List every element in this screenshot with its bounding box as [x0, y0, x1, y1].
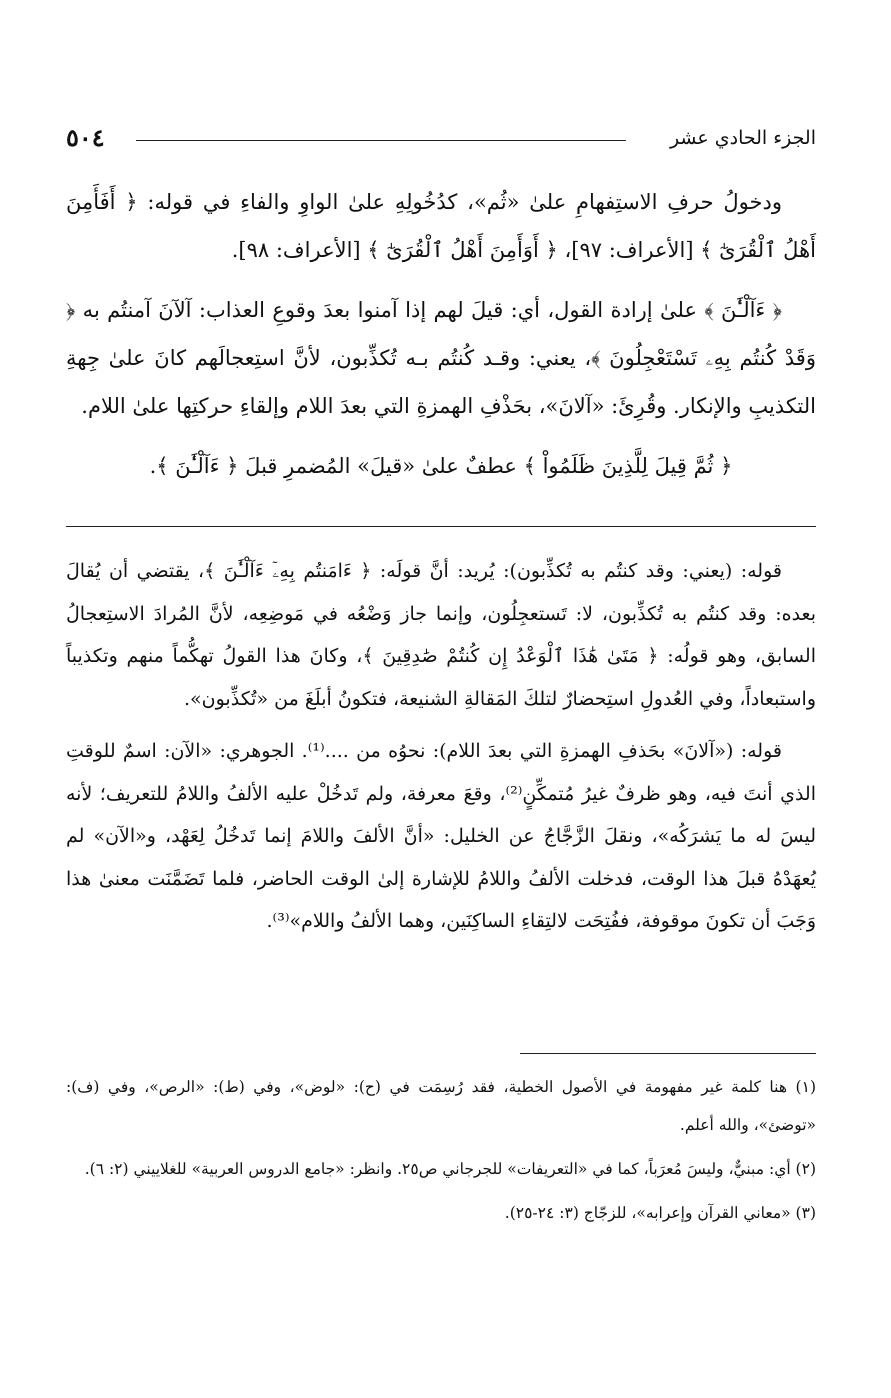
- commentary-paragraph-2: قوله: («آلانَ» بحَذفِ الهمزةِ التي بعدَ اللام): نحوُه من ....⁽¹⁾. الجوهري: «الآن: اسمٌ للوقتِ الذي أنتَ فيه، وهو ظرفٌ غيرُ مُتمكِّنٍ⁽²⁾، وقعَ معرفة، ولم تَدخُلْ عليه الألفُ واللامُ للتعريف؛ لأنه ليسَ له ما يَشرَكُه»، ونقلَ الزَّجَّاجُ عن الخليل: «أنَّ الألفَ واللامَ إنما تَدخُلُ لِعَهْد، و«الآن» لم يُعهَدْهُ قبلَ هذا الوقت، فدخلت الألفُ واللامُ للإشارة إلىٰ الوقت الحاضر، فلما تَضَمَّنَت معنىٰ هذا وَجَبَ أن تكونَ موقوفة، ففُتِحَت لالتِقاءِ الساكِنَين، وهما الألفُ واللام»⁽³⁾.: [66, 740, 816, 932]
- running-title: الجزء الحادي عشر: [669, 127, 816, 149]
- footnote-rule: [520, 1053, 816, 1054]
- text-commentary-divider: [66, 526, 816, 527]
- page-number: ٥٠٤: [66, 123, 105, 152]
- commentary-paragraph-1: قوله: (يعني: وقد كنتُم به تُكذِّبون): يُريد: أنَّ قولَه: ﴿ ءَامَنتُم بِهِۦٓ ءَآلْـَٰٔنَ ﴾، يقتضي أن يُقالَ بعده: وقد كنتُم به تُكذِّبون، لا: تَستعجِلُون، وإنما جاز وَضْعُه في مَوضِعِه، لأنَّ المُرادَ الاستِعجالُ السابق، وهو قولُه: ﴿ مَتَىٰ هَٰذَا ٱلْوَعْدُ إِن كُنتُمْ صَٰدِقِينَ ﴾، وكانَ هذا القولُ تهكُّماً منهم وتكذيباً واستبعاداً، وفي العُدولِ استِحضارٌ لتلكَ المَقالةِ الشنيعة، فتكونُ أبلَغَ من «تُكذِّبون».: [66, 560, 816, 710]
- main-paragraph-1: ودخولُ حرفِ الاستِفهامِ علىٰ «ثُم»، كدُخُولِهِ علىٰ الواوِ والفاءِ في قوله: ﴿ أَفَأَمِنَ أَهْلُ ٱلْقُرَىٰٓ ﴾ [الأعراف: ٩٧]، ﴿ أَوَأَمِنَ أَهْلُ ٱلْقُرَىٰٓ ﴾ [الأعراف: ٩٨].: [66, 190, 816, 262]
- header-rule: [136, 140, 626, 141]
- footnote-2: (٢) أي: مبنيٌّ، وليسَ مُعرَباً، كما في «التعريفات» للجرجاني ص٢٥. وانظر: «جامع الدروس العربية» للغلاييني (٢: ٦).: [84, 1160, 816, 1178]
- footnote-3: (٣) «معاني القرآن وإعرابه»، للزجّاج (٣: ٢٤-٢٥).: [504, 1204, 816, 1222]
- footnotes: [66, 1068, 816, 1238]
- running-header: [66, 118, 816, 158]
- main-paragraph-2: ﴿ ءَآلْـَٰٔنَ ﴾ علىٰ إرادة القول، أي: قيلَ لهم إذا آمنوا بعدَ وقوعِ العذاب: آلآنَ آمنتُم به ﴿ وَقَدْ كُنتُم بِهِۦ تَسْتَعْجِلُونَ ﴾، يعني: وقـد كُنتُم بـه تُكذِّبون، لأنَّ استِعجالَهم كانَ علىٰ جِهةِ التكذيبِ والإنكار. وقُرِئَ: «آلانَ»، بحَذْفِ الهمزةِ التي بعدَ اللام وإلقاءِ حركتِها علىٰ اللام.: [66, 298, 816, 418]
- footnote-1: (١) هنا كلمة غير مفهومة في الأصول الخطية، فقد رُسِمَت في (ح): «لوض»، وفي (ط): «الرص»، وفي (ف): «توضئ»، والله أعلم.: [66, 1078, 816, 1134]
- commentary: [66, 550, 816, 953]
- main-paragraph-3: ﴿ ثُمَّ قِيلَ لِلَّذِينَ ظَلَمُواْ ﴾ عطفٌ علىٰ «قيلَ» المُضمرِ قبلَ ﴿ ءَآلْـَٰٔنَ ﴾.: [149, 454, 733, 478]
- main-text: [66, 178, 816, 502]
